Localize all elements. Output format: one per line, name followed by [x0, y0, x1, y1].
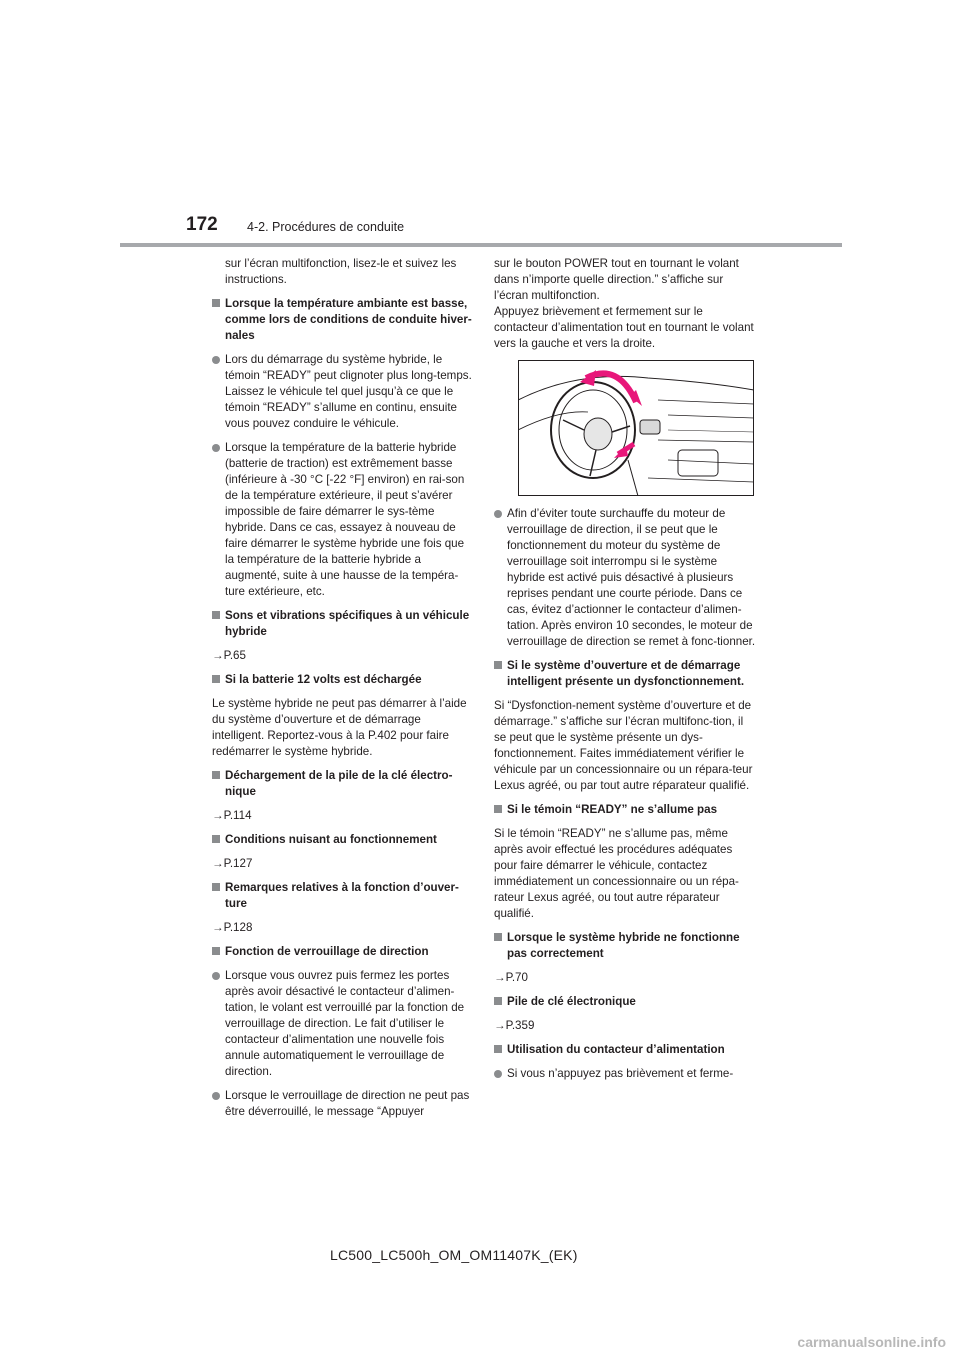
heading: Remarques relatives à la fonction d’ouver-ture — [212, 880, 474, 912]
bullet-item: Afin d’éviter toute surchauffe du moteur de verrouillage de direction, il se peut que le fonctionnement du moteur du système de verrouillage soit interrompu si le système hybride est activé puis désactivé à plusieurs reprises pendant une courte période. Dans ce cas, évitez d’actionner le contacteur d’alimen-tation. Après environ 10 secondes, le moteur de verrouillage de direction se remet à fonc-tionner. — [494, 506, 756, 650]
paragraph: Appuyez brièvement et fermement sur le contacteur d’alimentation tout en tournant le volant vers la gauche et vers la droite. — [494, 305, 754, 350]
page-reference-link[interactable]: →P.127 — [212, 857, 253, 870]
square-bullet-icon — [212, 835, 220, 843]
square-bullet-icon — [494, 805, 502, 813]
section-title: 4-2. Procédures de conduite — [247, 220, 405, 234]
square-bullet-icon — [212, 299, 220, 307]
heading: Si le témoin “READY” ne s’allume pas — [494, 802, 756, 818]
page-reference-link[interactable]: →P.114 — [212, 809, 252, 822]
circle-bullet-icon — [212, 356, 220, 364]
paragraph: Le système hybride ne peut pas démarrer à l’aide du système d’ouverture et de démarrage intelligent. Reportez-vous à la P.402 pour faire redémarrer le système hybride. — [212, 697, 467, 758]
square-bullet-icon — [212, 611, 220, 619]
bullet-item: Si vous n’appuyez pas brièvement et ferme- — [494, 1066, 756, 1082]
steering-wheel-illustration — [518, 360, 754, 496]
page-reference-link[interactable]: →P.359 — [494, 1019, 535, 1032]
page-number: 172 — [186, 214, 218, 235]
heading: Sons et vibrations spécifiques à un véhicule hybride — [212, 608, 474, 640]
heading: Lorsque le système hybride ne fonctionne pas correctement — [494, 930, 756, 962]
paragraph: Si le témoin “READY” ne s’allume pas, même après avoir effectué les procédures adéquates pour faire démarrer le véhicule, contactez immédiatement un concessionnaire ou un répa-rateur Lexus agréé, ou tout autre réparateur qualifié. — [494, 827, 739, 920]
paragraph: Si “Dysfonction-nement système d’ouverture et de démarrage.” s’affiche sur l’écran multifonc-tion, il se peut que le système présente un dys-fonctionnement. Faites immédiatement vérifier le véhicule par un concessionnaire ou un répara-teur Lexus agréé, ou par tout autre réparateur qualifié. — [494, 699, 753, 792]
paragraph: sur l’écran multifonction, lisez-le et suivez les instructions. — [225, 257, 457, 286]
circle-bullet-icon — [494, 510, 502, 518]
watermark: carmanualsonline.info — [797, 1334, 946, 1350]
right-column — [494, 256, 756, 1090]
circle-bullet-icon — [212, 444, 220, 452]
square-bullet-icon — [212, 947, 220, 955]
paragraph: sur le bouton POWER tout en tournant le volant dans n’importe quelle direction.” s’affiche sur l’écran multifonction. — [494, 257, 739, 302]
header-rule — [120, 243, 842, 247]
square-bullet-icon — [494, 661, 502, 669]
square-bullet-icon — [212, 883, 220, 891]
page-reference-link[interactable]: →P.70 — [494, 971, 528, 984]
heading: Conditions nuisant au fonctionnement — [212, 832, 474, 848]
steering-wheel-figure — [518, 360, 754, 496]
page-reference-link[interactable]: →P.65 — [212, 649, 246, 662]
bullet-item: Lors du démarrage du système hybride, le témoin “READY” peut clignoter plus long-temps. Laissez le véhicule tel quel jusqu’à ce que le témoin “READY” s’allume en continu, ensuite vous pouvez conduire le véhicule. — [212, 352, 474, 432]
square-bullet-icon — [494, 1045, 502, 1053]
heading: Pile de clé électronique — [494, 994, 756, 1010]
bullet-item: Lorsque le verrouillage de direction ne peut pas être déverrouillé, le message “Appuyer — [212, 1088, 474, 1120]
document-code: LC500_LC500h_OM_OM11407K_(EK) — [330, 1247, 578, 1263]
bullet-item: Lorsque la température de la batterie hybride (batterie de traction) est extrêmement basse (inférieure à -30 °C [-22 °F] environ) en rai-son de la température extérieure, il peut s’avérer impossible de faire démarrer le sys-tème hybride. Dans ce cas, essayez à nouveau de faire démarrer le système hybride une fois que la température de la batterie hybride a augmenté, suite à une hausse de la tempéra-ture extérieure, etc. — [212, 440, 474, 600]
heading: Déchargement de la pile de la clé électro-nique — [212, 768, 474, 800]
circle-bullet-icon — [212, 972, 220, 980]
heading: Si la batterie 12 volts est déchargée — [212, 672, 474, 688]
heading: Si le système d’ouverture et de démarrage intelligent présente un dysfonctionnement. — [494, 658, 756, 690]
circle-bullet-icon — [494, 1070, 502, 1078]
square-bullet-icon — [494, 933, 502, 941]
heading: Utilisation du contacteur d’alimentation — [494, 1042, 756, 1058]
square-bullet-icon — [212, 675, 220, 683]
bullet-item: Lorsque vous ouvrez puis fermez les portes après avoir désactivé le contacteur d’alimen-tation, le volant est verrouillé par la fonction de verrouillage de direction. Le fait d’utiliser le contacteur d’alimentation une nouvelle fois annule automatiquement le verrouillage de direction. — [212, 968, 474, 1080]
heading: Lorsque la température ambiante est basse, comme lors de conditions de conduite hiver-nales — [212, 296, 474, 344]
left-column — [212, 256, 474, 1128]
square-bullet-icon — [494, 997, 502, 1005]
square-bullet-icon — [212, 771, 220, 779]
circle-bullet-icon — [212, 1092, 220, 1100]
heading: Fonction de verrouillage de direction — [212, 944, 474, 960]
page-reference-link[interactable]: →P.128 — [212, 921, 253, 934]
